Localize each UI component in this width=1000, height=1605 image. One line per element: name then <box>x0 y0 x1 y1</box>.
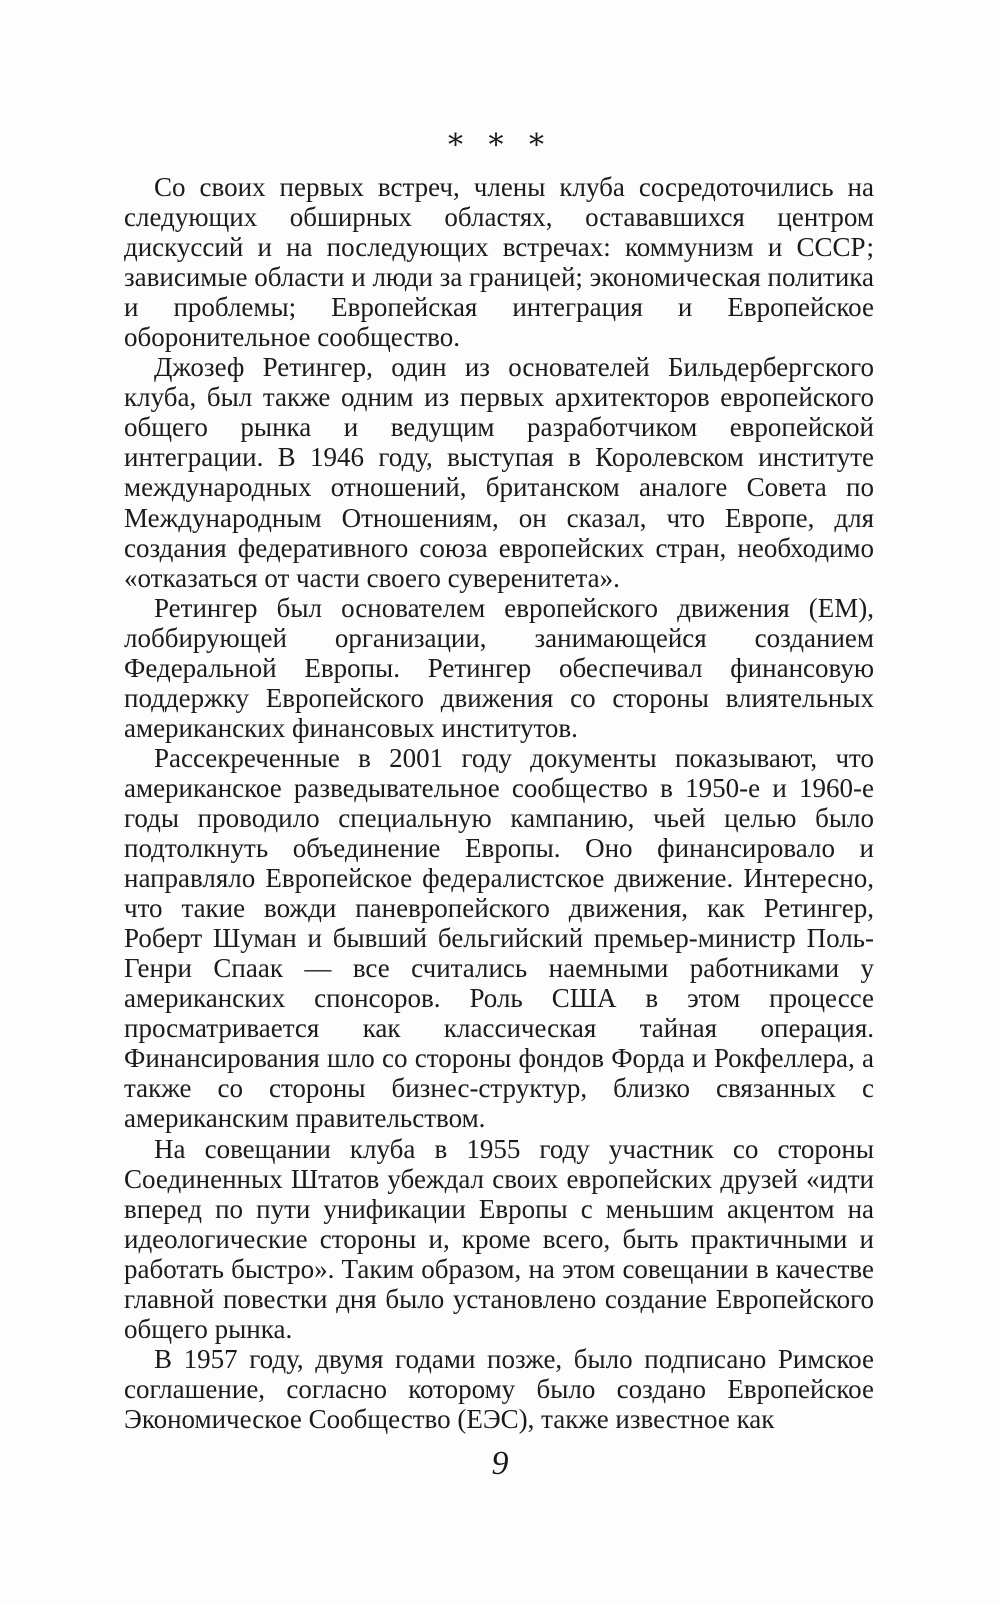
body-text <box>124 172 874 1434</box>
paragraph: Ретингер был основателем европейского движения (ЕМ), лоббирующей организации, занимающейся созданием Федеральной Европы. Ретингер обеспечивал финансовую поддержку Европейского движения со стороны влиятельных американских финансовых институтов. <box>124 592 874 743</box>
paragraph: Рассекреченные в 2001 году документы показывают, что американское разведывательное сообщество в 1950-е и 1960-е годы проводило специальную кампанию, чьей целью было подтолкнуть объединение Европы. Оно финансировало и направляло Европейское федералистское движение. Интересно, что такие вожди паневропейского движения, как Ретингер, Роберт Шуман и бывший бельгийский премьер-министр Поль-Генри Спаак — все считались наемными работниками у американских спонсоров. Роль США в этом процессе просматривается как классическая тайная операция. Финансирования шло со стороны фондов Форда и Рокфеллера, а также со стороны бизнес-структур, близко связанных с американским правительством. <box>124 742 874 1134</box>
paragraph: Со своих первых встреч, члены клуба сосредоточились на следующих обширных областях, остававшихся центром дискуссий и на последующих встречах: коммунизм и СССР; зависимые области и люди за границей; экономическая политика и проблемы; Европейская интеграция и Европейское оборонительное сообщество. <box>124 172 874 353</box>
paragraph: В 1957 году, двумя годами позже, было подписано Римское соглашение, согласно которому было создано Европейское Экономическое Сообщество (ЕЭС), также известное как <box>124 1343 874 1434</box>
section-separator: * * * <box>447 128 553 163</box>
paragraph: На совещании клуба в 1955 году участник со стороны Соединенных Штатов убеждал своих европейских друзей «идти вперед по пути унификации Европы с меньшим акцентом на идеологические стороны и, кроме всего, быть практичными и работать быстро». Таким образом, на этом совещании в качестве главной повестки дня было установлено создание Европейского общего рынка. <box>124 1133 874 1344</box>
paragraph: Джозеф Ретингер, один из основателей Бильдербергского клуба, был также одним из первых архитекторов европейского общего рынка и ведущим разработчиком европейской интеграции. В 1946 году, выступая в Королевском институте международных отношений, британском аналоге Совета по Международным Отношениям, он сказал, что Европе, для создания федеративного союза европейских стран, необходимо «отказаться от части своего суверенитета». <box>124 352 874 593</box>
page-number: 9 <box>491 1445 509 1482</box>
